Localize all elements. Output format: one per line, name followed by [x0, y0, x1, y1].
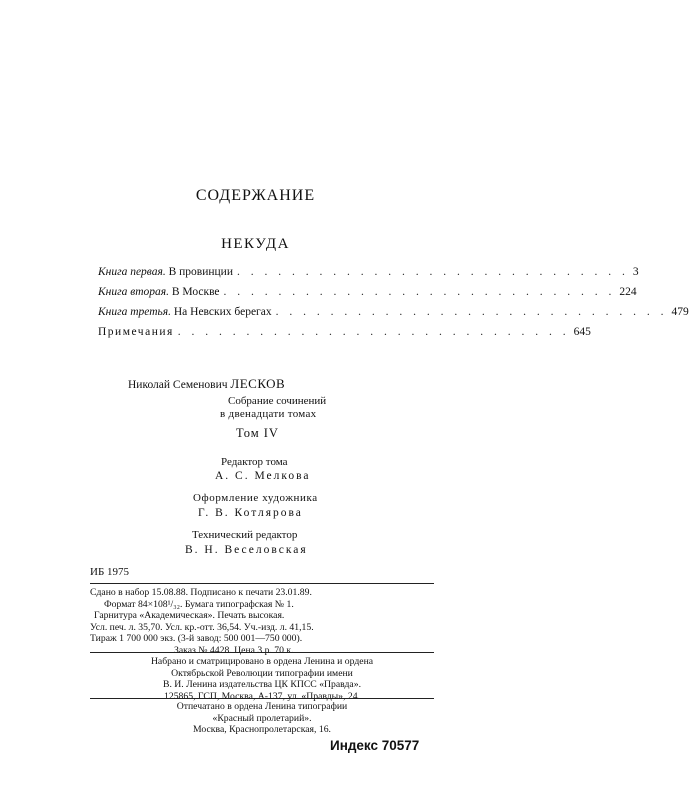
- typesetting-details: [90, 656, 434, 702]
- credit-person: А. С. Мелкова: [215, 470, 311, 482]
- imprint-line: Октябрьской Революции типографии имени: [171, 667, 353, 679]
- imprint-line: Гарнитура «Академическая». Печать высокая.: [94, 610, 285, 621]
- credit-role: Редактор тома: [221, 456, 288, 468]
- toc-entry-label: Примечания: [98, 326, 174, 338]
- toc-entry: [98, 306, 689, 326]
- printing-details: [90, 701, 434, 736]
- imprint-line: Отпечатано в ордена Ленина типографии: [176, 701, 348, 712]
- print-details: [90, 587, 434, 656]
- leader-dots: . . . . . . . . . . . . . . . . . . . . . . . . . . . . .: [275, 306, 668, 318]
- leader-dots: . . . . . . . . . . . . . . . . . . . . . . . . . . . . .: [223, 286, 616, 298]
- leader-dots: . . . . . . . . . . . . . . . . . . . . . . . . . . . . .: [236, 266, 629, 278]
- imprint-line: Сдано в набор 15.08.88. Подписано к печати 23.01.89.: [90, 587, 312, 598]
- toc-entry-book: Книга третья.: [98, 306, 171, 318]
- toc-entry-label: В провинции: [168, 266, 233, 278]
- toc-entry: [98, 286, 637, 306]
- toc-entry-page: 479: [671, 306, 689, 318]
- toc-entry-book: Книга вторая.: [98, 286, 169, 298]
- ib-number: ИБ 1975: [90, 566, 130, 578]
- divider: [90, 652, 434, 653]
- author-given-names: Николай Семенович: [128, 379, 228, 391]
- imprint-line: Усл. печ. л. 35,70. Усл. кр.-отт. 36,54. Уч.-изд. л. 41,15.: [90, 621, 314, 633]
- imprint-line: «Красный пролетарий».: [212, 712, 312, 724]
- imprint-line: Москва, Краснопролетарская, 16.: [193, 724, 331, 735]
- toc-entry: [98, 266, 639, 286]
- credit-role: Технический редактор: [192, 529, 298, 541]
- contents-title: СОДЕРЖАНИЕ: [195, 187, 316, 204]
- collection-line-1: Собрание сочинений: [228, 395, 327, 407]
- toc-entry-page: 224: [619, 286, 637, 298]
- credit-person: В. Н. Веселовская: [185, 544, 308, 556]
- catalog-index: Индекс 70577: [330, 738, 420, 753]
- divider: [90, 698, 434, 699]
- divider: [90, 583, 434, 584]
- imprint-line: Формат 84×108¹/₃₂. Бумага типографская № 1.: [104, 598, 294, 610]
- toc-entry-label: На Невских берегах: [173, 306, 272, 318]
- volume-number: Том IV: [236, 426, 279, 440]
- toc-entry-page: 645: [573, 326, 591, 338]
- imprint-line: 125865, ГСП, Москва, А-137, ул. «Правды», 24.: [164, 690, 360, 702]
- author-name: [128, 376, 285, 392]
- table-of-contents: [98, 266, 689, 346]
- imprint-line: Набрано и сматрицировано в ордена Ленина и ордена: [150, 656, 374, 667]
- credit-person: Г. В. Котлярова: [198, 507, 303, 519]
- credit-role: Оформление художника: [193, 492, 318, 504]
- work-title: НЕКУДА: [221, 236, 290, 252]
- imprint-line: В. И. Ленина издательства ЦК КПСС «Правда».: [162, 679, 361, 690]
- toc-entry-label: В Москве: [171, 286, 220, 298]
- imprint-line: Тираж 1 700 000 экз. (3-й завод: 500 001—750 000).: [90, 633, 303, 644]
- leader-dots: . . . . . . . . . . . . . . . . . . . . . . . . . . . . .: [177, 326, 570, 338]
- imprint-line: Заказ № 4428. Цена 3 р. 70 к.: [174, 644, 294, 656]
- toc-entry: [98, 326, 591, 346]
- collection-line-2: в двенадцати томах: [220, 408, 317, 420]
- author-surname: ЛЕСКОВ: [230, 376, 286, 391]
- toc-entry-page: 3: [632, 266, 639, 278]
- toc-entry-book: Книга первая.: [98, 266, 166, 278]
